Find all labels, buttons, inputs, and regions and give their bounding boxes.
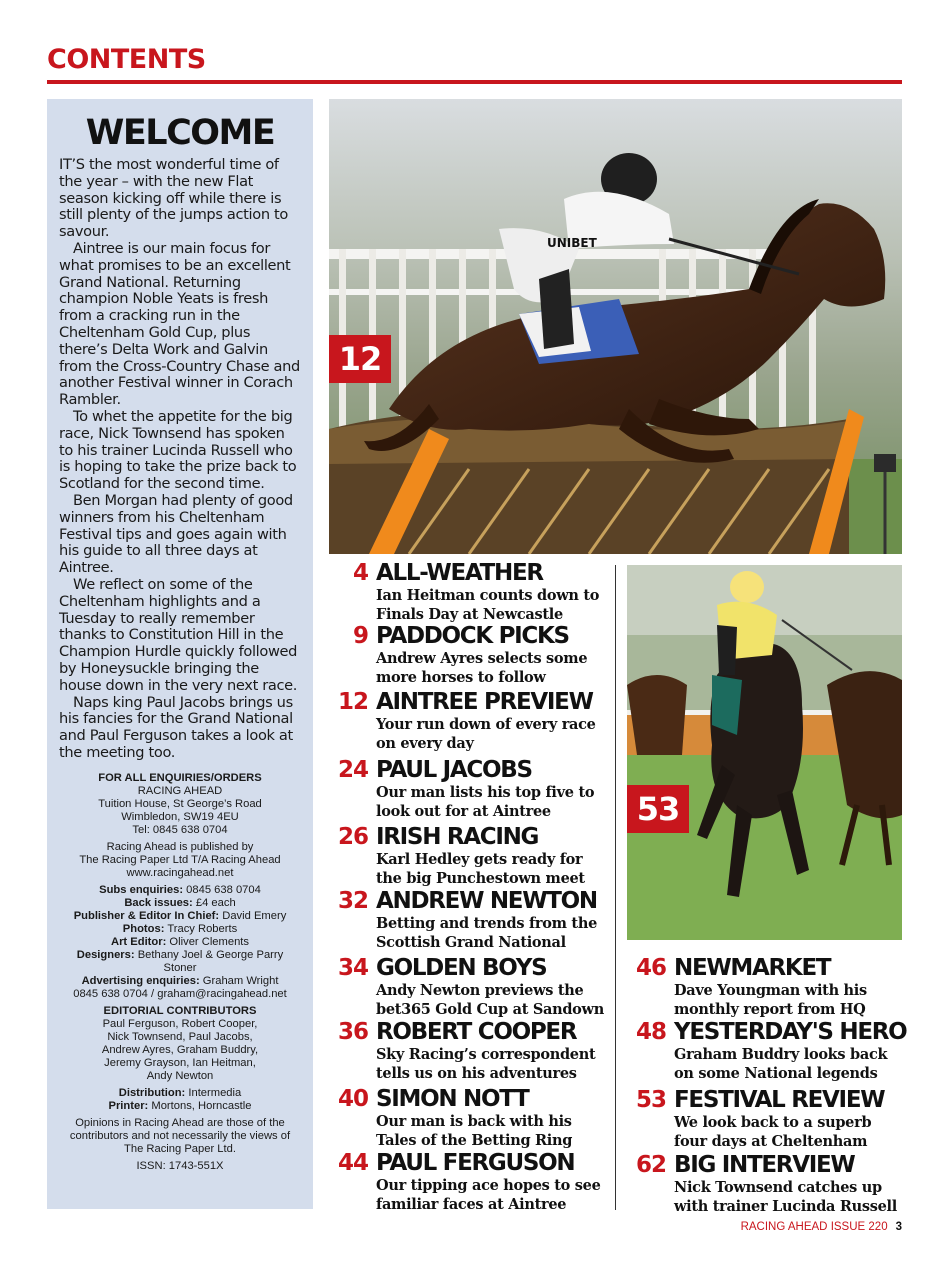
footer-page-number: 3 (895, 1221, 902, 1233)
contents-entry[interactable] (635, 955, 906, 1019)
entry-page-number: 53 (635, 1087, 666, 1113)
entry-page-number: 62 (635, 1152, 666, 1178)
entry-description: Our man is back with his Tales of the Betting Ring (376, 1113, 573, 1149)
footer-issue: ISSUE 220 (827, 1221, 888, 1233)
entry-description: Our tipping ace hopes to see familiar faces at Aintree (376, 1177, 601, 1213)
contents-entry[interactable] (337, 1019, 608, 1083)
website-link[interactable]: www.racingahead.net (126, 866, 234, 879)
contributors-line: Andrew Ayres, Graham Buddry, (101, 1043, 259, 1056)
publisher-line: The Racing Paper Ltd T/A Racing Ahead (79, 853, 281, 866)
entry-title: PADDOCK PICKS (376, 623, 569, 649)
header-rule (47, 80, 902, 84)
contributors-heading: EDITORIAL CONTRIBUTORS (103, 1004, 257, 1017)
entry-page-number: 44 (337, 1150, 368, 1176)
entry-title: PAUL JACOBS (376, 757, 532, 783)
contents-entry[interactable] (337, 1150, 608, 1214)
disclaimer-block (59, 1117, 301, 1156)
entry-title: NEWMARKET (674, 955, 831, 981)
staff-line (59, 897, 301, 910)
printer-line (59, 1100, 301, 1113)
staff-line (59, 910, 301, 923)
printer-value: Mortons, Horncastle (148, 1099, 252, 1112)
page-footer (741, 1221, 902, 1233)
jockey-silk-text: UNIBET (547, 236, 597, 250)
entry-page-number: 34 (337, 955, 368, 981)
entry-title: IRISH RACING (376, 824, 539, 850)
entry-description: Dave Youngman with his monthly report from HQ (674, 982, 867, 1018)
contents-entry[interactable] (635, 1087, 906, 1151)
staff-label: Designers: (76, 948, 135, 961)
distribution-label: Distribution: (118, 1086, 186, 1099)
contributors-line: Andy Newton (146, 1069, 214, 1082)
welcome-body (59, 157, 301, 762)
distribution-block (59, 1087, 301, 1113)
advertising-contact: 0845 638 0704 / graham@racingahead.net (73, 987, 287, 1000)
staff-value: 0845 638 0704 (183, 883, 261, 896)
entry-description: Sky Racing’s correspondent tells us on his adventures (376, 1046, 596, 1082)
entry-page-number: 32 (337, 888, 368, 914)
welcome-paragraph: Ben Morgan had plenty of good winners from his Cheltenham Festival tips and goes again with his guide to all three days at Aintree. (59, 491, 293, 577)
entry-page-number: 48 (635, 1019, 666, 1045)
entry-page-number: 9 (352, 623, 368, 649)
imprint (59, 772, 301, 1173)
entry-title: FESTIVAL REVIEW (674, 1087, 885, 1113)
issn-block (59, 1160, 301, 1173)
contents-entry[interactable] (337, 824, 608, 888)
disclaimer-line: Opinions in Racing Ahead are those of the (75, 1116, 285, 1129)
entry-title: YESTERDAY'S HERO (674, 1019, 907, 1045)
staff-label: Art Editor: (111, 935, 167, 948)
contributors-line: Jeremy Grayson, Ian Heitman, (104, 1056, 256, 1069)
printer-label: Printer: (108, 1099, 149, 1112)
page-title: CONTENTS (47, 44, 206, 75)
main-photo-horse-jumping[interactable] (329, 99, 902, 554)
staff-line (59, 936, 301, 949)
staff-label: Advertising enquiries: (81, 974, 200, 987)
contents-entry[interactable] (635, 1019, 907, 1083)
staff-value: Oliver Clements (166, 935, 249, 948)
staff-line (59, 923, 301, 936)
entry-page-number: 24 (337, 757, 368, 783)
address-line: RACING AHEAD (137, 784, 223, 797)
enquiries-heading: FOR ALL ENQUIRIES/ORDERS (98, 771, 262, 784)
entry-title: SIMON NOTT (376, 1086, 529, 1112)
column-divider (615, 565, 616, 1210)
address-line: Wimbledon, SW19 4EU (121, 810, 239, 823)
address-line: Tuition House, St George’s Road (98, 797, 262, 810)
side-photo-horse-galloping[interactable] (627, 565, 902, 940)
entry-title: ANDREW NEWTON (376, 888, 597, 914)
staff-block (59, 884, 301, 1001)
staff-label: Back issues: (124, 896, 193, 909)
entry-title: GOLDEN BOYS (376, 955, 547, 981)
side-photo-page-badge[interactable]: 53 (627, 785, 689, 833)
entry-page-number: 26 (337, 824, 368, 850)
main-photo-page-badge[interactable]: 12 (329, 335, 391, 383)
footer-brand: RACING AHEAD (740, 1221, 828, 1233)
contributors-line: Paul Ferguson, Robert Cooper, (102, 1017, 258, 1030)
contents-entry[interactable] (635, 1152, 906, 1216)
welcome-paragraph: Naps king Paul Jacobs brings us his fancies for the Grand National and Paul Ferguson takes a look at the meeting too. (59, 693, 293, 761)
staff-value: Tracy Roberts (164, 922, 238, 935)
distribution-value: Intermedia (185, 1086, 242, 1099)
entry-page-number: 4 (352, 560, 368, 586)
entry-description: Betting and trends from the Scottish Grand National (376, 915, 597, 951)
staff-value: David Emery (219, 909, 287, 922)
enquiries-block (59, 772, 301, 837)
entry-title: ROBERT COOPER (376, 1019, 577, 1045)
welcome-paragraph: IT’S the most wonderful time of the year – with the new Flat season kicking off while there is still plenty of the jumps action to savour. (59, 156, 288, 241)
contents-entry[interactable] (337, 1086, 608, 1150)
distribution-line (59, 1087, 301, 1100)
welcome-title: WELCOME (85, 113, 275, 153)
disclaimer-line: The Racing Paper Ltd. (124, 1142, 236, 1155)
staff-value: £4 each (192, 896, 236, 909)
contributors-line: Nick Townsend, Paul Jacobs, (107, 1030, 253, 1043)
staff-value: Bethany Joel & George Parry Stoner (134, 948, 284, 974)
contributors-block (59, 1005, 301, 1083)
entry-title: BIG INTERVIEW (674, 1152, 855, 1178)
staff-value: Graham Wright (199, 974, 279, 987)
contents-entry[interactable] (337, 955, 608, 1019)
staff-line (59, 884, 301, 897)
entry-description: Ian Heitman counts down to Finals Day at Newcastle (376, 587, 600, 623)
staff-line (59, 975, 301, 988)
entry-page-number: 46 (635, 955, 666, 981)
address-line: Tel: 0845 638 0704 (132, 823, 228, 836)
contents-entry[interactable] (352, 623, 608, 687)
staff-label: Subs enquiries: (99, 883, 184, 896)
horse-galloping-illustration (627, 565, 902, 940)
entry-page-number: 36 (337, 1019, 368, 1045)
entry-page-number: 40 (337, 1086, 368, 1112)
entry-title: PAUL FERGUSON (376, 1150, 575, 1176)
entry-description: Your run down of every race on every day (376, 716, 596, 752)
entry-description: We look back to a superb four days at Cheltenham (674, 1114, 872, 1150)
entry-description: Andrew Ayres selects some more horses to follow (376, 650, 588, 686)
entry-description: Graham Buddry looks back on some National legends (674, 1046, 888, 1082)
entry-description: Andy Newton previews the bet365 Gold Cup at Sandown (376, 982, 604, 1018)
contents-entry[interactable] (337, 757, 608, 821)
welcome-paragraph: To whet the appetite for the big race, Nick Townsend has spoken to his trainer Lucinda Russell who is hoping to take the prize back to Scotland for the second time. (59, 407, 297, 493)
contents-entry[interactable] (337, 888, 608, 952)
publisher-line: Racing Ahead is published by (106, 840, 254, 853)
contents-entry[interactable] (352, 560, 608, 624)
entry-title: ALL-WEATHER (376, 560, 543, 586)
horse-jumping-illustration (329, 99, 902, 554)
welcome-paragraph: Aintree is our main focus for what promises to be an excellent Grand National. Returning champion Noble Yeats is fresh from a cracking run in the Cheltenham Gold Cup, plus there’s Delta Work and Galvin from the Cross-Country Chase and another Festival winner in Corach Rambler. (59, 239, 300, 409)
staff-label: Photos: (122, 922, 165, 935)
entry-description: Our man lists his top five to look out for at Aintree (376, 784, 595, 820)
welcome-paragraph: We reflect on some of the Cheltenham highlights and a Tuesday to really remember thanks to Constitution Hill in the Champion Hurdle quickly followed by Honeysuckle bringing the house down in the very next race. (59, 575, 298, 694)
entry-description: Karl Hedley gets ready for the big Punchestown meet (376, 851, 585, 887)
welcome-sidebar (47, 99, 313, 1209)
staff-label: Publisher & Editor In Chief: (73, 909, 220, 922)
entry-description: Nick Townsend catches up with trainer Lucinda Russell (674, 1179, 897, 1215)
staff-line (59, 949, 301, 975)
contents-entry[interactable] (337, 689, 608, 753)
disclaimer-line: contributors and not necessarily the views of (69, 1129, 291, 1142)
entry-title: AINTREE PREVIEW (376, 689, 593, 715)
issn: ISSN: 1743-551X (136, 1159, 224, 1172)
publisher-block (59, 841, 301, 880)
entry-page-number: 12 (337, 689, 368, 715)
